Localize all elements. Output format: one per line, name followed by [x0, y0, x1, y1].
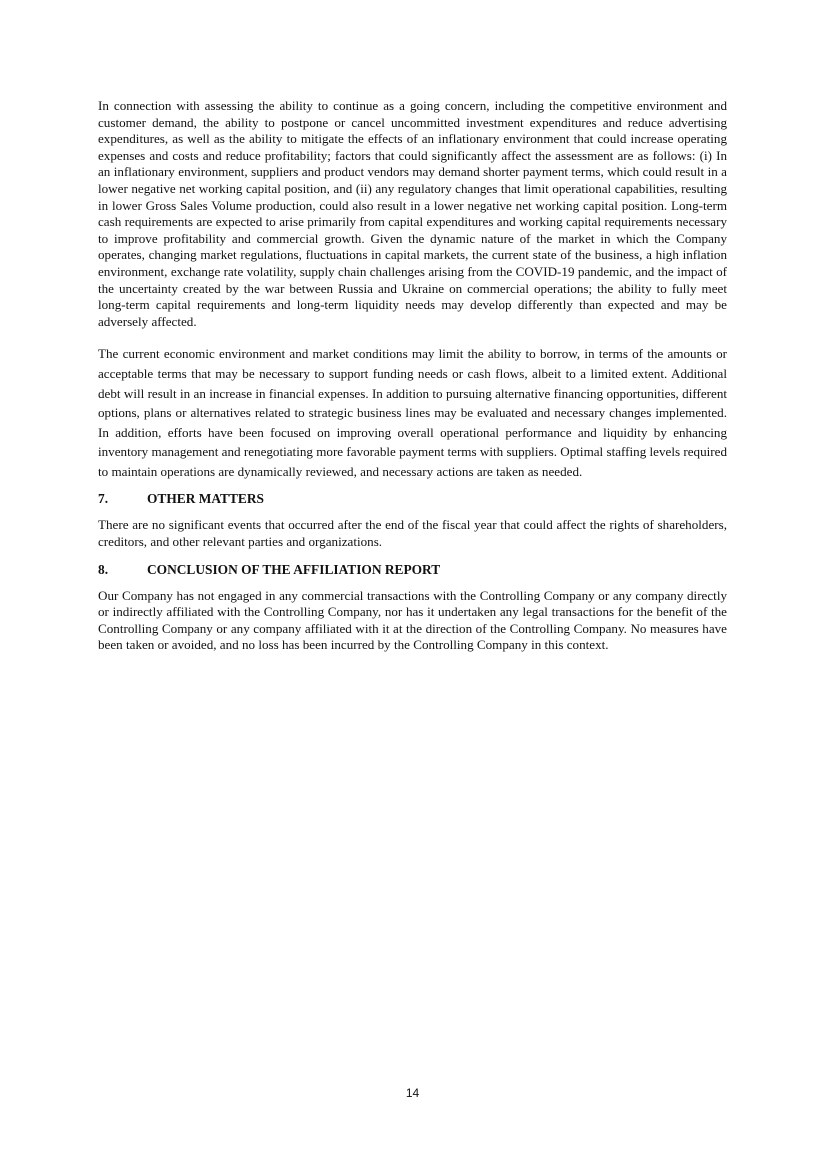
section-8-body: Our Company has not engaged in any commercial transactions with the Controlling Company or any company directly or indirectly affiliated with the Controlling Company, nor has it undertaken any legal transactions for the benefit of the Controlling Company or any company affiliated with it at the direction of the Controlling Company. No measures have been taken or avoided, and no loss has been incurred by the Controlling Company in this context. [98, 587, 727, 653]
economic-environment-paragraph: The current economic environment and market conditions may limit the ability to borrow, in terms of the amounts or acceptable terms that may be necessary to support funding needs or cash flows, albeit to a limited extent. Additional debt will result in an increase in financial expenses. In addition to pursuing alternative financing opportunities, different options, plans or alternatives related to strategic business lines may be evaluated and necessary changes implemented. In addition, efforts have been focused on improving overall operational performance and liquidity by enhancing inventory management and renegotiating more favorable payment terms with suppliers. Optimal staffing levels required to maintain operations are dynamically reviewed, and necessary actions are taken as needed. [98, 346, 727, 479]
section-8-heading [98, 561, 727, 578]
section-7-body: There are no significant events that occurred after the end of the fiscal year that could affect the rights of shareholders, creditors, and other relevant parties and organizations. [98, 517, 727, 550]
section-7-title: OTHER MATTERS [147, 491, 264, 507]
going-concern-paragraph: In connection with assessing the ability to continue as a going concern, including the competitive environment and customer demand, the ability to postpone or cancel uncommitted investment expenditures and reduce advertising expenditures, as well as the ability to mitigate the effects of an inflationary environment that could increase operating expenses and costs and reduce profitability; factors that could significantly affect the assessment are as follows: (i) In an inflationary environment, suppliers and product vendors may demand shorter payment terms, which could result in a lower negative net working capital position, and (ii) any regulatory changes that limit operational capabilities, resulting in lower Gross Sales Volume production, could also result in a lower negative net working capital position. Long-term cash requirements are expected to arise primarily from capital expenditures and working capital requirements necessary to improve profitability and commercial growth. Given the dynamic nature of the market in which the Company operates, changing market regulations, fluctuations in capital markets, the current state of the business, a high inflation environment, exchange rate volatility, supply chain challenges arising from the COVID-19 pandemic, and the impact of the uncertainty created by the war between Russia and Ukraine on commercial operations; the ability to fully meet long-term capital requirements and long-term liquidity needs may develop differently than expected and may be adversely affected. [98, 98, 727, 329]
section-8-title: CONCLUSION OF THE AFFILIATION REPORT [147, 561, 441, 577]
page-number: 14 [405, 1086, 420, 1100]
section-8-number: 8. [98, 561, 109, 577]
section-7-heading [98, 490, 727, 507]
section-7-number: 7. [98, 491, 109, 507]
document-page [98, 98, 727, 654]
